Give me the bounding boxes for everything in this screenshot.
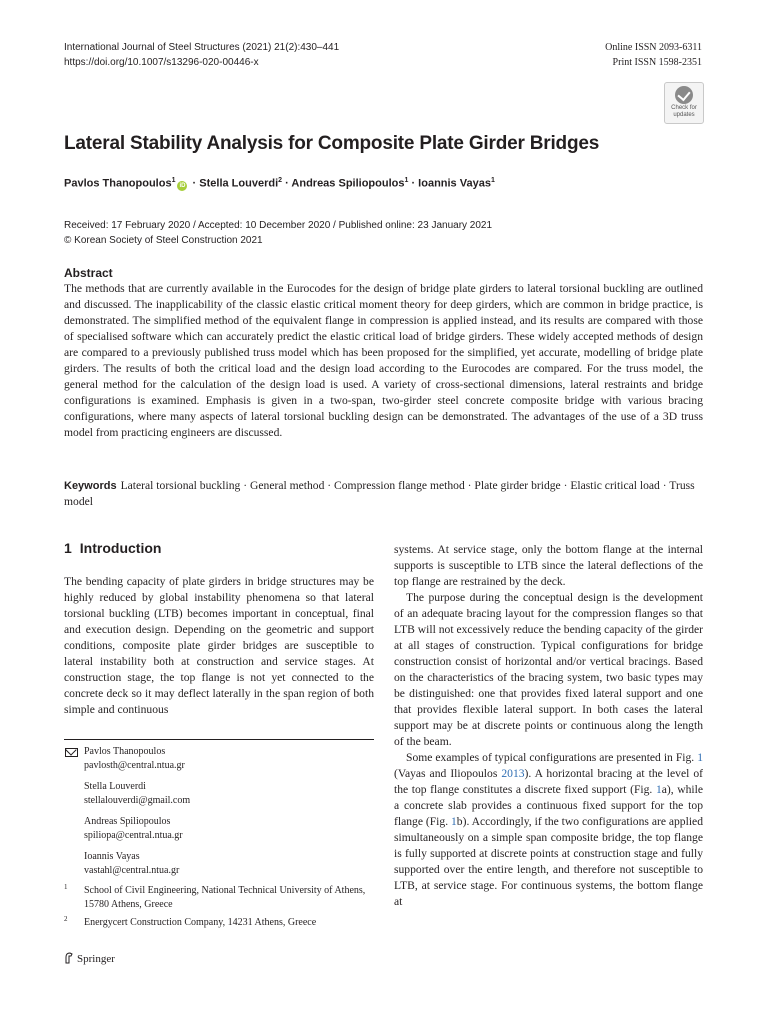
paragraph: systems. At service stage, only the bottom flange at the internal supports is susceptible to LTB since the lateral deflections of the top flange are restrained by the deck. bbox=[394, 543, 703, 588]
abstract-text: The methods that are currently available in the Eurocodes for the design of bridge plate girders to lateral torsional buckling are outlined and discussed. The inapplicability of the classic elastic critical moment theory for deep girders, which are common in bridge practice, is demonstrated. The simplified method of the equivalent flange in compression is applied instead, and its results are compared with those of specialised software which can accurately predict the elastic critical load of bridge girders. These widely accepted methods of design are compared to a previously published truss model which has been proposed for the simplified, yet accurate, modelling of bridge plate girders. The results of both the critical load and the design load according to the Eurocodes are compared. For the truss model, the general method for the calculation of the design load is used. A variety of cross-sectional dimensions, lateral restraints and bridge configurations is examined. Emphasis is given in a two-span, two-girder steel concrete composite bridge with various bracing configurations, where many aspects of lateral torsional buckling design can be demonstrated. The advantages of the use of a 3D truss model from practicing engineers are discussed. bbox=[64, 282, 703, 439]
dates-line: Received: 17 February 2020 / Accepted: 10 December 2020 / Published online: 23 January 2021 bbox=[64, 220, 493, 231]
contact-name: Stella Louverdi bbox=[84, 781, 146, 792]
paragraph bbox=[394, 750, 703, 910]
doi-link[interactable]: https://doi.org/10.1007/s13296-020-00446-x bbox=[64, 57, 259, 68]
keywords-block bbox=[64, 478, 703, 510]
check-icon bbox=[675, 86, 693, 104]
print-issn: Print ISSN 1598-2351 bbox=[612, 57, 702, 68]
affiliation-text: School of Civil Engineering, National Technical University of Athens, 15780 Athens, Greece bbox=[84, 885, 366, 910]
author-name[interactable]: Pavlos Thanopoulos bbox=[64, 177, 172, 190]
contact-name: Pavlos Thanopoulos bbox=[84, 746, 166, 757]
orcid-icon[interactable]: iD bbox=[179, 182, 186, 189]
journal-header bbox=[64, 40, 339, 70]
affiliation-text: Energycert Construction Company, 14231 Athens, Greece bbox=[84, 917, 317, 928]
author-affil-mark: 1 bbox=[404, 177, 409, 184]
contact-entry bbox=[64, 850, 374, 877]
figure-link[interactable]: 1 bbox=[451, 815, 457, 828]
right-column-body bbox=[394, 542, 703, 910]
check-updates-label: Check for updates bbox=[671, 105, 697, 118]
contact-email[interactable]: spiliopa@central.ntua.gr bbox=[84, 829, 183, 841]
publisher-name: Springer bbox=[77, 953, 115, 965]
author-list: Pavlos Thanopoulos$^1$iD · Stella Louverdi$^2$ · Andreas Spiliopoulos$^1$ · Ioannis Vayas$^1$ bbox=[64, 177, 495, 190]
text-run: (Vayas and Iliopoulos bbox=[394, 767, 502, 780]
section-heading bbox=[64, 540, 161, 556]
author-affil-mark: 1 bbox=[490, 177, 495, 184]
citation-link[interactable]: 2013 bbox=[501, 767, 525, 780]
contact-entry bbox=[64, 780, 374, 807]
author-name[interactable]: Ioannis Vayas bbox=[418, 177, 491, 190]
author-name[interactable]: Stella Louverdi bbox=[199, 177, 279, 190]
publication-dates bbox=[64, 218, 704, 248]
affiliation bbox=[64, 884, 374, 911]
author-affil-mark: 2 bbox=[278, 177, 283, 184]
text-run: Some examples of typical configurations are presented in Fig. bbox=[406, 751, 698, 764]
affiliation-mark: 1 bbox=[64, 883, 68, 891]
figure-link[interactable]: 1 bbox=[655, 783, 662, 796]
section-number: 1 bbox=[64, 540, 72, 556]
keywords-text: Lateral torsional buckling · General method · Compression flange method · Plate girder bridge · Elastic critical load · Truss model bbox=[64, 479, 695, 508]
text-run: ). A horizontal bracing at the level of the top flange constitutes a discrete fixed support (Fig. bbox=[394, 767, 703, 796]
affiliation bbox=[64, 916, 374, 930]
footnote-divider bbox=[64, 739, 374, 740]
contact-name: Ioannis Vayas bbox=[84, 851, 140, 862]
copyright-line: © Korean Society of Steel Construction 2021 bbox=[64, 235, 263, 246]
text-run: b). Accordingly, if the two configurations are applied simultaneously on a simple span composite bridge, the top flange is fully supported at discrete points at construction stage and fully supported over the entire length, and therefore not susceptible to LTB, at service stage. For continuous systems, the bottom flange at bbox=[394, 815, 703, 908]
contact-name: Andreas Spiliopoulos bbox=[84, 816, 171, 827]
figure-link[interactable]: 1 bbox=[697, 751, 703, 764]
keywords-label: Keywords bbox=[64, 480, 117, 492]
contact-email[interactable]: vastahl@central.ntua.gr bbox=[84, 864, 180, 876]
article-title: Lateral Stability Analysis for Composite Plate Girder Bridges bbox=[64, 133, 600, 154]
contact-entry bbox=[64, 815, 374, 842]
publisher-footer bbox=[64, 952, 115, 965]
affiliation-mark: 2 bbox=[64, 915, 68, 923]
contact-entry bbox=[64, 745, 374, 772]
text-run: a), while a concrete slab provides a continuous fixed support for the top flange (Fig. bbox=[394, 783, 703, 828]
section-title: Introduction bbox=[79, 540, 162, 556]
paragraph: The bending capacity of plate girders in bridge structures may be highly reduced by global instability phenomena so that lateral torsional buckling (LTB) becomes important in conceptual, final and execution design. Depending on the geometric and support conditions, composite plate girder bridges are susceptible to lateral instability both at construction and service stages. At construction stage, the top flange is not yet connected to the concrete deck so it may deflect laterally in the span region of both simple and continuous bbox=[64, 575, 374, 716]
author-affil-mark: 1 bbox=[171, 177, 176, 184]
contact-email[interactable]: pavlosth@central.ntua.gr bbox=[84, 759, 185, 771]
journal-citation: International Journal of Steel Structures (2021) 21(2):430–441 bbox=[64, 42, 340, 53]
author-name[interactable]: Andreas Spiliopoulos bbox=[291, 177, 405, 190]
contact-email[interactable]: stellalouverdi@gmail.com bbox=[84, 794, 191, 806]
abstract-heading: Abstract bbox=[64, 266, 113, 280]
left-column-body bbox=[64, 574, 374, 718]
envelope-icon bbox=[65, 748, 78, 757]
contact-list bbox=[64, 745, 374, 885]
check-for-updates-badge[interactable] bbox=[664, 82, 704, 124]
online-issn: Online ISSN 2093-6311 bbox=[605, 42, 702, 53]
issn-block bbox=[605, 40, 702, 70]
paragraph: The purpose during the conceptual design is the development of an adequate bracing layout for the compression flanges so that LTB will not excessively reduce the bending capacity of the girder at all stages of construction. Typical configurations for bridge construction consist of horizontal and/or vertical bracings. Based on the characteristics of the bracing system, two basic types may be distinguished: one that provides fixed lateral support and one that provides flexible lateral support. In both cases the lateral support may be at discrete points or continuous along the length of the beam. bbox=[394, 591, 703, 748]
springer-horse-icon bbox=[64, 952, 74, 964]
